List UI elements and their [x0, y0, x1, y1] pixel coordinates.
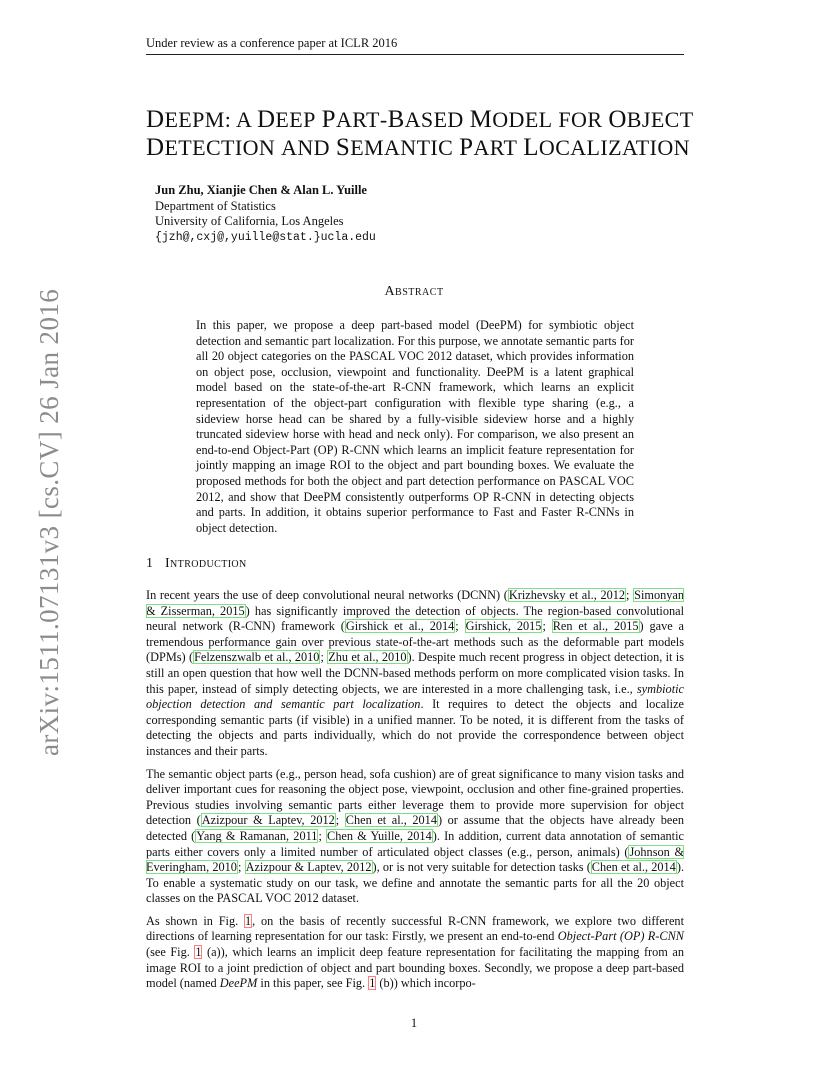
intro-paragraph-3	[146, 914, 684, 992]
paragraph-text: ;	[542, 619, 552, 634]
paragraph-text: ;	[318, 828, 327, 843]
paragraph-text: ). To enable a systematic study on our task, we define and annotate the semantic parts for all the 20 object classes on the PASCAL VOC 2012 dataset.	[146, 860, 685, 906]
paragraph-text: ;	[237, 860, 245, 875]
paper-title	[146, 106, 706, 162]
abstract-text: In this paper, we propose a deep part-based model (DeePM) for symbiotic object detection and semantic part localization. For this purpose, we annotate semantic parts for all 20 object categories on the PASCAL VOC 2012 dataset, which provides information on object pose, occlusion, viewpoint and functionality. DeePM is a latent graphical model based on the state-of-the-art R-CNN framework, which learns an explicit representation of the object-part configuration with flexible type sharing (e.g., a sideview horse head can be shared by a fully-visible sideview horse and a highly truncated sideview horse with head and neck only). For comparison, we also present an end-to-end Object-Part (OP) R-CNN which learns an implicit feature representation for jointly mapping an image ROI to the object and part bounding boxes. We evaluate the proposed methods for both the object and part detection performance on PASCAL VOC 2012, and show that DeePM consistently outperforms OP R-CNN in detecting objects and parts. In addition, it obtains superior performance to Fast and Faster R-CNNs in object detection.	[196, 318, 634, 535]
paragraph-text: As shown in Fig.	[146, 913, 244, 928]
citation-link[interactable]: Chen et al., 2014	[591, 860, 676, 875]
paragraph-text: In recent years the use of deep convolutional neural networks (DCNN) (	[146, 588, 508, 602]
citation-link[interactable]: Chen et al., 2014	[345, 813, 437, 828]
paragraph-text: in this paper, see Fig.	[257, 976, 369, 991]
paragraph-text: ). In addition, current data annotation of semantic parts either covers only a limited number of articulated object classes (e.g., person, animals) (	[146, 828, 684, 859]
citation-link[interactable]: Krizhevsky et al., 2012	[508, 588, 626, 602]
page-number: 1	[410, 1016, 418, 1030]
paragraph-text: (b)) which incorpo-	[376, 976, 476, 991]
title-line-2: DETECTION AND SEMANTIC PART LOCALIZATION	[146, 134, 690, 161]
citation-link[interactable]: Azizpour & Laptev, 2012	[201, 813, 335, 828]
emphasized-text: symbiotic objection detection and semantic part localization	[146, 681, 684, 712]
citation-link[interactable]: Felzenszwalb et al., 2010	[194, 650, 320, 665]
citation-link[interactable]: Girshick et al., 2014	[345, 619, 455, 634]
paragraph-text: (a)), which learns an implicit deep feature representation for facilitating the mapping from an image ROI to a joint prediction of object and part bounding boxes. Secondly, we propose a deep part-based model (named	[146, 945, 684, 991]
paragraph-text: , on the basis of recently successful R-CNN framework, we explore two different directions of learning representation for our task: Firstly, we present an end-to-end	[146, 913, 684, 944]
running-header: Under review as a conference paper at ICLR 2016	[146, 36, 684, 55]
figure-reference-link[interactable]: 1	[369, 976, 376, 991]
section-number: 1	[146, 556, 153, 571]
introduction-body	[146, 588, 684, 999]
citation-link[interactable]: Azizpour & Laptev, 2012	[245, 860, 372, 875]
paragraph-text: ) has significantly improved the detection of objects. The region-based convolutional neural network (R-CNN) framework (	[146, 603, 684, 634]
intro-paragraph-1	[146, 588, 684, 760]
paragraph-text: ) or assume that the objects have already been detected (	[146, 813, 684, 843]
citation-link[interactable]: Ren et al., 2015	[552, 619, 639, 634]
paragraph-text: ;	[626, 588, 634, 602]
paragraph-text: ), or is not very suitable for detection tasks (	[372, 860, 591, 875]
citation-link[interactable]: Yang & Ramanan, 2011	[196, 828, 318, 843]
emphasized-text: Object-Part (OP) R-CNN	[557, 929, 684, 944]
paragraph-text: ) gave a tremendous performance gain over previous state-of-the-art methods such as the deformable part models (DPMs) (	[146, 619, 685, 665]
abstract-heading: Abstract	[384, 284, 444, 299]
paragraph-text: ;	[320, 650, 328, 665]
paragraph-text: (see Fig.	[146, 945, 195, 960]
paragraph-text: ;	[335, 813, 345, 828]
arxiv-identifier-stamp[interactable]: arXiv:1511.07131v3 [cs.CV] 26 Jan 2016	[34, 288, 64, 756]
author-university: University of California, Los Angeles	[155, 214, 344, 228]
citation-link[interactable]: Zhu et al., 2010	[328, 650, 407, 665]
paragraph-text: The semantic object parts (e.g., person head, sofa cushion) are of great significance to many vision tasks and deliver important cues for reasoning the object pose, viewpoint, occlusion and other fine-grained properties. Previous studies involving semantic parts either leverage them to provide more supervision for object detection (	[146, 766, 684, 828]
paragraph-text: . It requires to detect the objects and localize corresponding semantic parts (if visible) in a unified manner. To be noted, it is different from the tasks of detecting the objects and parts individually, which do not provide the correspondence between object instances and their parts.	[146, 697, 684, 758]
author-department: Department of Statistics	[155, 198, 276, 213]
author-block	[155, 183, 376, 245]
figure-reference-link[interactable]: 1	[244, 913, 252, 928]
citation-link[interactable]: Simonyan & Zisserman, 2015	[146, 588, 684, 618]
paragraph-text: ;	[455, 619, 465, 634]
title-line-1: DEEPM: A DEEP PART-BASED MODEL FOR OBJECT	[146, 106, 694, 133]
citation-link[interactable]: Girshick, 2015	[465, 619, 542, 634]
figure-reference-link[interactable]: 1	[195, 945, 202, 960]
section-heading-introduction	[146, 556, 247, 572]
section-title: Introduction	[165, 556, 247, 571]
citation-link[interactable]: Chen & Yuille, 2014	[327, 828, 432, 843]
emphasized-text: DeePM	[219, 976, 258, 991]
author-email: {jzh@,cxj@,yuille@stat.}ucla.edu	[155, 230, 376, 244]
author-names: Jun Zhu, Xianjie Chen & Alan L. Yuille	[155, 183, 367, 197]
citation-link[interactable]: Johnson & Everingham, 2010	[146, 844, 685, 875]
intro-paragraph-2	[146, 767, 684, 907]
paragraph-text: ). Despite much recent progress in object detection, it is still an open question that how well the DCNN-based methods perform on more complicated vision tasks. In this paper, instead of simply detecting objects, we are interested in a more challenging task, i.e.,	[146, 650, 684, 696]
